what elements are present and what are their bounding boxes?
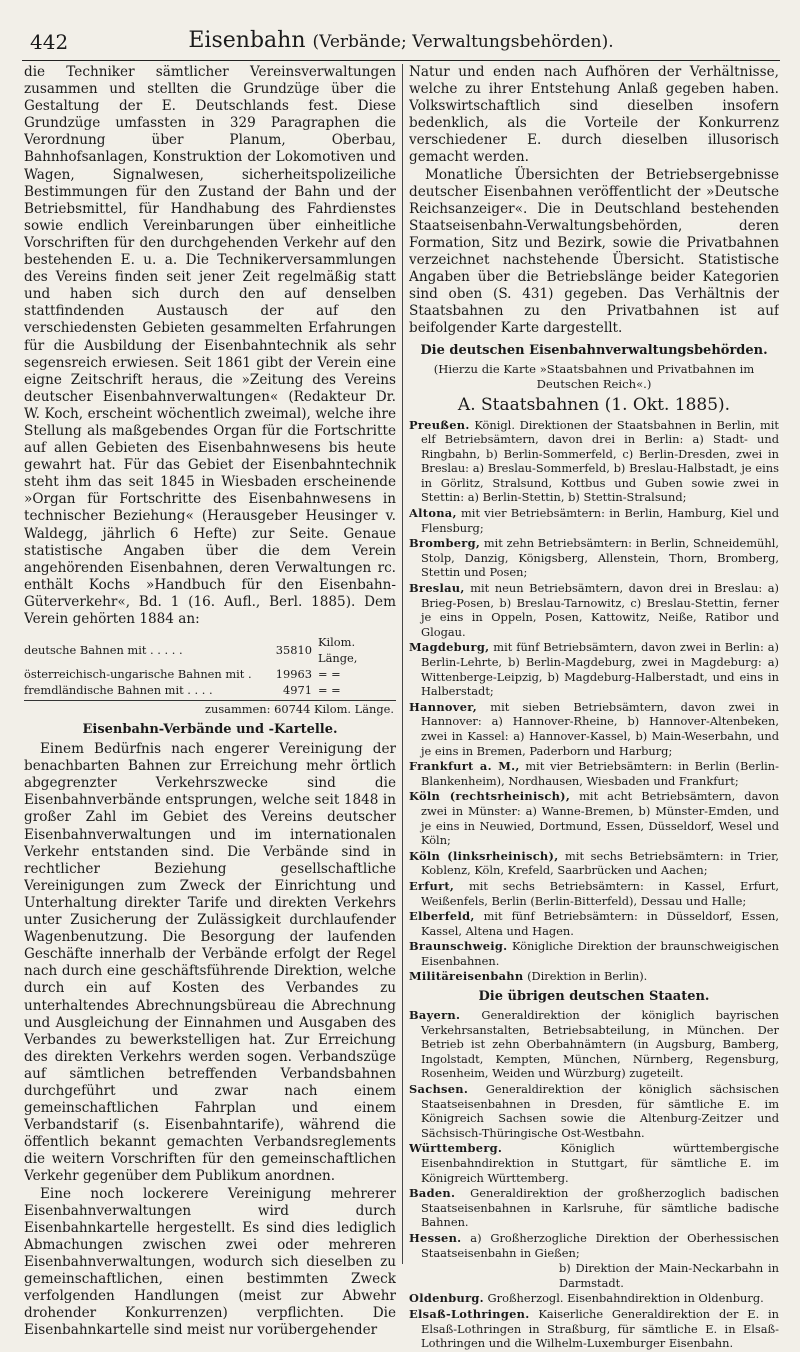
entry-text: Generaldirektion der großherzoglich badischen Staatseisenbahnen in Karlsruhe, für sämtliche badische Bahnen. xyxy=(421,1186,779,1230)
entry-text: mit vier Betriebsämtern: in Berlin, Hamburg, Kiel und Flensburg; xyxy=(421,506,779,535)
entry-text: Generaldirektion der königlich sächsischen Staatseisenbahnen in Dresden, für sämtliche E. im Königreich Sachsen sowie die Altenburg-Zeitzer und Sächsisch-Thüringische Ost-Westbahn. xyxy=(421,1082,779,1140)
header-rule xyxy=(22,60,780,61)
entry-key: Bayern. xyxy=(409,1008,461,1023)
stat-value: 4971 xyxy=(283,683,312,698)
table-row xyxy=(24,634,396,666)
list-item xyxy=(409,700,779,758)
entry-key: Frankfurt a. M., xyxy=(409,759,520,774)
entry-text: mit sechs Betriebsämtern: in Trier, Koblenz, Köln, Krefeld, Saarbrücken und Aachen; xyxy=(421,848,779,878)
section-heading: Die übrigen deutschen Staaten. xyxy=(478,989,710,1005)
entry-key: Bromberg, xyxy=(409,536,481,551)
entry-text: mit vier Betriebsämtern: in Berlin (Berlin-Blankenheim), Nordhausen, Wiesbaden und Frankfurt; xyxy=(421,759,779,788)
page-header xyxy=(22,28,780,62)
stat-value: 35810 xyxy=(275,643,312,658)
list-item xyxy=(409,1141,779,1185)
stat-unit: = = xyxy=(318,683,341,698)
list-item xyxy=(409,506,779,535)
list-item xyxy=(409,789,779,847)
list-item xyxy=(409,1082,779,1140)
list-item xyxy=(409,418,779,506)
entry-text: Königlich württembergische Eisenbahndirektion in Stuttgart, für sämtliche E. im Königreich Württemberg. xyxy=(421,1141,779,1185)
entry-key: Magdeburg, xyxy=(409,640,490,655)
stat-value: 19963 xyxy=(275,667,312,682)
stat-label: deutsche Bahnen mit . . . . . xyxy=(24,643,183,658)
list-item xyxy=(409,581,779,639)
entry-text: mit zehn Betriebsämtern: in Berlin, Schneidemühl, Stolp, Danzig, Königsberg, Allenstein, Thorn, Bromberg, Stettin und Posen; xyxy=(421,536,779,580)
column-divider xyxy=(402,64,403,1264)
table-row xyxy=(24,682,396,698)
entry-text: mit neun Betriebsämtern, davon drei in Breslau: a) Brieg-Posen, b) Breslau-Tarnowitz, c) Breslau-Stettin, ferner je eins in Oppeln, Posen, Kattowitz, Neiße, Ratibor und Glogau. xyxy=(421,581,779,639)
entry-key: Oldenburg. xyxy=(409,1291,484,1306)
right-column xyxy=(409,64,779,1352)
entry-key: Hessen. xyxy=(409,1230,462,1245)
page-number: 442 xyxy=(30,30,69,54)
list-item xyxy=(409,879,779,908)
list-item xyxy=(409,1231,779,1260)
entry-key: Preußen. xyxy=(409,417,470,432)
map-note: (Hierzu die Karte »Staatsbahnen und Privatbahnen im Deutschen Reich«.) xyxy=(433,361,755,391)
entry-text: mit fünf Betriebsämtern, davon zwei in Berlin: a) Berlin-Lehrte, b) Berlin-Magdeburg, zwei in Magdeburg: a) Wittenberge-Leipzig, b) Magdeburg-Halberstadt, und eins in Halberstadt; xyxy=(421,640,779,699)
entry-text: Kaiserliche Generaldirektion der E. in Elsaß-Lothringen in Straßburg, für sämtliche E. in Elsaß-Lothringen und die Wilhelm-Luxemburger Eisenbahn. xyxy=(421,1306,779,1351)
entry-text: Generaldirektion der königlich bayrischen Verkehrsanstalten, Betriebsabteilung, in München. Der Betrieb ist zehn Oberbahnämtern (in Augsburg, Bamberg, Ingolstadt, Kempten, München, Nürnberg, Regensburg, Rosenheim, Weiden und Würzburg) zugeteilt. xyxy=(421,1008,779,1081)
stat-unit: = = xyxy=(318,667,341,682)
entry-key: Militäreisenbahn xyxy=(409,969,524,984)
entry-text: Großherzogl. Eisenbahndirektion in Oldenburg. xyxy=(483,1291,764,1306)
entry-key: Erfurt, xyxy=(409,878,455,893)
stat-label: fremdländische Bahnen mit . . . . xyxy=(24,683,213,698)
entry-key: Altona, xyxy=(409,506,457,521)
entry-text: mit acht Betriebsämtern, davon zwei in Münster: a) Wanne-Bremen, b) Münster-Emden, und je eins in Neuwied, Dortmund, Essen, Düsseldorf, Wesel und Köln; xyxy=(421,789,779,848)
entry-text: Königl. Direktionen der Staatsbahnen in Berlin, mit elf Betriebsämtern, davon drei in Berlin: a) Stadt- und Ringbahn, b) Berlin-Sommerfeld, c) Berlin-Dresden, zwei in Breslau: a) Breslau-Sommerfeld, b) Breslau-Halbstadt, je eins in Görlitz, Stralsund, Kottbus und Guben sowie zwei in Stettin: a) Berlin-Stettin, b) Stettin-Stralsund; xyxy=(421,417,779,505)
page-title xyxy=(22,28,780,53)
stat-label: österreichisch-ungarische Bahnen mit . xyxy=(24,667,252,682)
entry-key: Württemberg. xyxy=(409,1141,503,1156)
entry-key: Breslau, xyxy=(409,581,465,596)
entry-key: Braunschweig. xyxy=(409,939,508,954)
entry-key: Elsaß-Lothringen. xyxy=(409,1306,530,1321)
states-list-2 xyxy=(409,1291,779,1350)
paragraph: die Techniker sämtlicher Vereinsverwaltungen zusammen und stellten die Grundzüge über die Gestaltung der E. Deutschlands fest. Diese Grundzüge umfassten in 329 Paragraphen die Verordnung über Planum, Oberbau, Bahnhofsanlagen, Konstruktion der Lokomotiven und Wagen, Signalwesen, sicherheitspolizeiliche Bestimmungen für den Zustand der Bahn und der Betriebsmittel, für Handhabung des Fahrdienstes sowie endlich Vereinbarungen über einheitliche Vorschriften für den durchgehenden Verkehr auf den bestehenden E. u. a. Die Technikerversammlungen des Vereins finden seit jener Zeit regelmäßig statt und haben sich durch den auf denselben stattfindenden Austausch der auf den verschiedensten Gebieten gesammelten Erfahrungen für die Ausbildung der Eisenbahntechnik als sehr segensreich erwiesen. Seit 1861 gibt der Verein eine eigne Zeitschrift heraus, die »Zeitung des Vereins deutscher Eisenbahnverwaltungen« (Redakteur Dr. W. Koch, erscheint wöchentlich zweimal), welche ihre Stellung als maßgebendes Organ für die Fortschritte auf allen Gebieten des Eisenbahnwesens bis heute gewahrt hat. Für das Gebiet der Eisenbahntechnik steht ihm das seit 1845 in Wiesbaden erscheinende »Organ für Fortschritte des Eisenbahnwesens in technischer Beziehung« (Herausgeber Heusinger v. Waldegg, jährlich 6 Hefte) zur Seite. Genaue statistische Angaben über die dem Verein angehörenden Eisenbahnen, deren Verwaltungen rc. enthält Kochs »Handbuch für den Eisenbahn-Güterverkehr«, Bd. 1 (16. Aufl., Berl. 1885). Dem Verein gehörten 1884 an: xyxy=(24,64,396,627)
entry-text: a) Großherzogliche Direktion der Oberhessischen Staatseisenbahn in Gießen; xyxy=(421,1230,779,1260)
section-heading: Eisenbahn-Verbände und -Kartelle. xyxy=(82,722,338,738)
section-heading: Die deutschen Eisenbahnverwaltungsbehörden. xyxy=(420,342,768,358)
prussia-list xyxy=(409,418,779,985)
left-column xyxy=(24,64,396,1339)
list-item xyxy=(409,759,779,788)
entry-text: Königliche Direktion der braunschweigischen Eisenbahnen. xyxy=(421,939,779,968)
paragraph: Natur und enden nach Aufhören der Verhältnisse, welche zu ihrer Entstehung Anlaß gegeben haben. Volkswirtschaftlich sind dieselben insofern bedenklich, als die Vorteile der Konkurrenz verschiedener E. durch dieselben illusorisch gemacht werden. xyxy=(409,64,779,166)
paragraph: Einem Bedürfnis nach engerer Vereinigung der benachbarten Bahnen zur Erreichung mehr örtlich abgegrenzter Verkehrszwecke sind die Eisenbahnverbände entsprungen, welche seit 1848 in großer Zahl im Gebiet des Vereins deutscher Eisenbahnverwaltungen und im internationalen Verkehr entstanden sind. Die Verbände sind in rechtlicher Beziehung gesellschaftliche Vereinigungen zum Zweck der Einrichtung und Unterhaltung direkter Tarife und direkten Verkehrs unter Zusicherung der Zulässigkeit durchlaufender Wagenbenutzung. Die Besorgung der laufenden Geschäfte innerhalb der Verbände erfolgt der Regel nach durch eine geschäftsführende Direktion, welche durch ein auf Kosten des Verbandes zu unterhaltendes Abrechnungsbüreau die Abrechnung und Ausgleichung der Einnahmen und Ausgaben des Verbandes zu bewerkstelligen hat. Zur Erreichung des direkten Verkehrs werden sogen. Verbandszüge auf sämtlichen betreffenden Verbandsbahnen durchgeführt und zwar nach einem gemeinschaftlichen Fahrplan und einem Verbandstarif (s. Eisenbahntarife), während die öffentlich bekannt gemachten Verbandsreglements die weitern Vorschriften für den gemeinschaftlichen Verkehr gegenüber dem Publikum anordnen. xyxy=(24,741,396,1185)
entry-key: Köln (rechtsrheinisch), xyxy=(409,789,571,804)
states-list xyxy=(409,1008,779,1260)
list-item xyxy=(409,1291,779,1306)
entry-key: Elberfeld, xyxy=(409,909,475,924)
entry-text: mit sechs Betriebsämtern: in Kassel, Erfurt, Weißenfels, Berlin (Berlin-Bitterfeld), Dessau und Halle; xyxy=(421,878,779,908)
stats-total: zusammen: 60744 Kilom. Länge. xyxy=(24,700,396,717)
stat-unit: Kilom. Länge, xyxy=(318,635,358,666)
entry-text: mit fünf Betriebsämtern: in Düsseldorf, Essen, Kassel, Altena und Hagen. xyxy=(421,909,779,938)
list-item xyxy=(409,640,779,698)
entry-key: Baden. xyxy=(409,1186,456,1201)
entry-text: (Direktion in Berlin). xyxy=(523,969,648,984)
list-item xyxy=(409,1186,779,1230)
entry-key: Köln (linksrheinisch), xyxy=(409,848,559,863)
list-item xyxy=(409,969,779,984)
list-item xyxy=(409,909,779,938)
stats-table xyxy=(24,634,396,698)
list-item xyxy=(409,939,779,968)
list-item xyxy=(409,536,779,580)
table-row xyxy=(24,666,396,682)
list-item xyxy=(409,1008,779,1081)
title-sub: (Verbände; Verwaltungsbehörden). xyxy=(312,32,614,52)
entry-key: Sachsen. xyxy=(409,1082,469,1097)
entry-key: Hannover, xyxy=(409,699,478,714)
list-item xyxy=(409,849,779,878)
paragraph: Eine noch lockerere Vereinigung mehrerer Eisenbahnverwaltungen wird durch Eisenbahnkartelle hergestellt. Es sind dies lediglich Abmachungen zwischen zwei oder mehreren Eisenbahnverwaltungen, wodurch sich dieselben zu gemeinschaftlichen, einen bestimmten Zweck verfolgenden Handlungen (meist zur Abwehr drohender Konkurrenzen) verpflichten. Die Eisenbahnkartelle sind meist nur vorübergehender xyxy=(24,1185,396,1339)
list-item: b) Direktion der Main-Neckarbahn in Darmstadt. xyxy=(559,1261,779,1290)
subsection-heading: A. Staatsbahnen (1. Okt. 1885). xyxy=(457,394,731,415)
paragraph: Monatliche Übersichten der Betriebsergebnisse deutscher Eisenbahnen veröffentlicht der »Deutsche Reichsanzeiger«. Die in Deutschland bestehenden Staatseisenbahn-Verwaltungsbehörden, deren Formation, Sitz und Bezirk, sowie die Privatbahnen verzeichnet nachstehende Übersicht. Statistische Angaben über die Betriebslänge beider Kategorien sind oben (S. 431) gegeben. Das Verhältnis der Staatsbahnen zu den Privatbahnen ist auf beifolgender Karte dargestellt. xyxy=(409,166,779,337)
title-main: Eisenbahn xyxy=(188,28,306,53)
list-item xyxy=(409,1307,779,1351)
entry-text: mit sieben Betriebsämtern, davon zwei in Hannover: a) Hannover-Rheine, b) Hannover-Altenbeken, zwei in Kassel: a) Hannover-Kassel, b) Main-Weserbahn, und je eins in Bremen, Paderborn und Harburg; xyxy=(421,699,779,758)
